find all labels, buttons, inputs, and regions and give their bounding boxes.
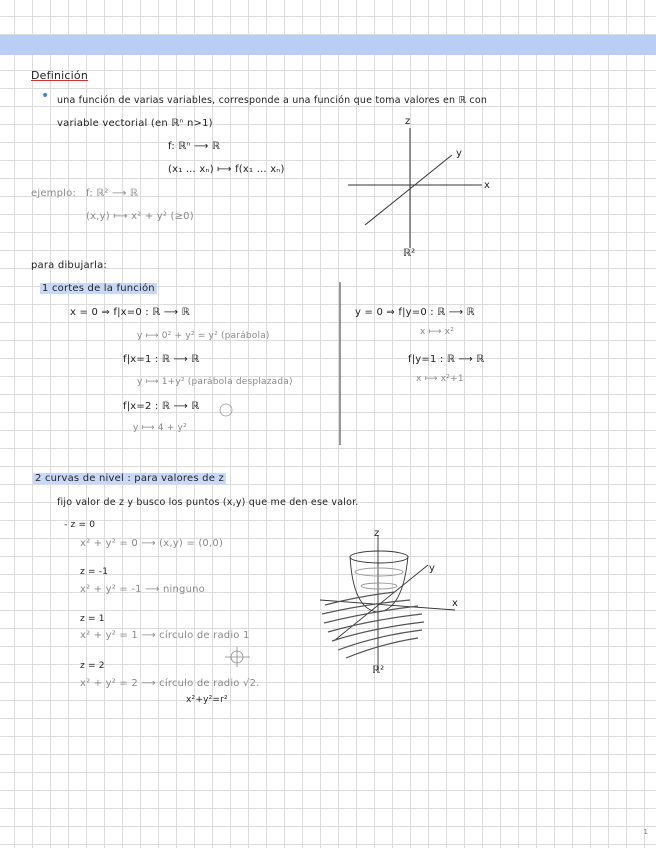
example-label: ejemplo: <box>31 188 77 199</box>
level-zm1: z = -1 <box>80 567 109 577</box>
level-z2-eq: x² + y² = 2 ⟶ círculo de radio √2. <box>80 678 260 689</box>
page-title: Definición <box>31 69 88 82</box>
level-z1: z = 1 <box>80 614 105 624</box>
axis-label-r2-top: ℝ² <box>403 248 416 259</box>
cuts-heading: 1 cortes de la función <box>42 283 155 294</box>
levels-description: fijo valor de z y busco los puntos (x,y) que me den ese valor. <box>57 497 359 508</box>
bullet-dot: • <box>41 88 50 104</box>
axes-3d-top <box>348 128 482 248</box>
target-symbol <box>225 647 250 667</box>
cut-x1-rule: y ⟼ 1+y² (parábola desplazada) <box>137 377 293 387</box>
definition-line-2: variable vectorial (en ℝⁿ n>1) <box>57 118 213 129</box>
axis-label-x-bottom: x <box>452 598 459 609</box>
circle-mark <box>220 404 232 416</box>
level-zm1-eq: x² + y² = -1 ⟶ ninguno <box>80 584 205 595</box>
example-rule: (x,y) ⟼ x² + y² (≥0) <box>86 211 194 222</box>
cut-y1-rule: x ⟼ x²+1 <box>416 374 464 384</box>
level-z2: z = 2 <box>80 661 105 671</box>
draw-section-label: para dibujarla: <box>31 260 107 271</box>
level-curve-scribbles <box>322 592 424 658</box>
example-map: f: ℝ² ⟶ ℝ <box>86 188 139 199</box>
cut-x0-rule: y ⟼ 0² + y² = y² (parábola) <box>137 331 270 341</box>
cut-y1: f|y=1 : ℝ ⟶ ℝ <box>408 354 485 365</box>
definition-map: f: ℝⁿ ⟶ ℝ <box>168 141 221 152</box>
cut-x2: f|x=2 : ℝ ⟶ ℝ <box>123 401 200 412</box>
cut-x2-rule: y ⟼ 4 + y² <box>133 423 187 433</box>
cut-x0: x = 0 ⇒ f|x=0 : ℝ ⟶ ℝ <box>70 307 190 318</box>
level-z1-eq: x² + y² = 1 ⟶ círculo de radio 1 <box>80 630 250 641</box>
cut-y0: y = 0 ⇒ f|y=0 : ℝ ⟶ ℝ <box>355 307 475 318</box>
level-z0: - z = 0 <box>64 520 96 530</box>
cut-y0-rule: x ⟼ x² <box>420 327 455 337</box>
definition-rule: (x₁ … xₙ) ⟼ f(x₁ … xₙ) <box>168 164 285 175</box>
axis-label-y-bottom: y <box>429 563 436 574</box>
axis-label-r2-bottom: ℝ² <box>372 665 385 676</box>
axis-label-y-top: y <box>456 148 463 159</box>
definition-line-1: una función de varias variables, corresponde a una función que toma valores en ℝ con <box>57 95 488 106</box>
axis-label-x-top: x <box>484 180 491 191</box>
level-z0-eq: x² + y² = 0 ⟶ (x,y) = (0,0) <box>80 538 224 549</box>
cut-x1: f|x=1 : ℝ ⟶ ℝ <box>123 354 200 365</box>
axis-label-z-top: z <box>405 116 411 127</box>
axis-label-z-bottom: z <box>374 528 380 539</box>
level-general-eq: x²+y²=r² <box>186 695 228 705</box>
page-number: 1 <box>643 828 648 836</box>
levels-heading: 2 curvas de nivel : para valores de z <box>35 473 224 484</box>
